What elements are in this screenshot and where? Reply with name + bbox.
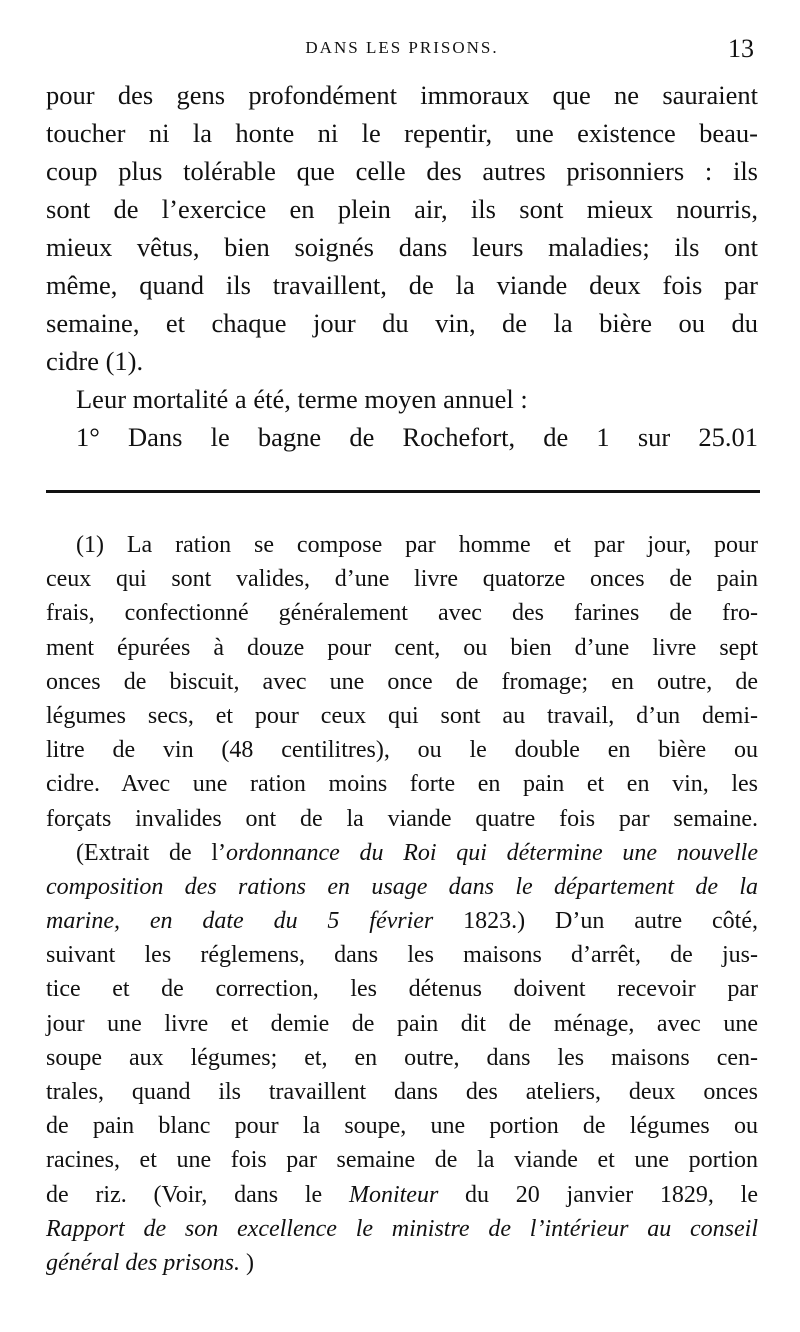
text-line: même, quand ils travaillent, de la viande deux fois par: [46, 270, 758, 300]
footnote-line: onces de biscuit, avec une once de fromage; en outre, de: [46, 668, 758, 695]
footnote-line: [46, 904, 758, 938]
footnote-line: de pain blanc pour la soupe, une portion de légumes ou: [46, 1113, 758, 1140]
text-line: coup plus tolérable que celle des autres prisonniers : ils: [46, 156, 758, 186]
page-number: 13: [728, 34, 754, 63]
footnote-rule: [46, 490, 760, 493]
footnote-italic-text: général des prisons.: [46, 1249, 240, 1276]
footnote-text: 1823.) D’un autre côté,: [433, 908, 759, 935]
footnote-line: [46, 836, 758, 870]
footnote-line: soupe aux légumes; et, en outre, dans les maisons cen-: [46, 1044, 758, 1071]
footnote: [46, 528, 758, 1280]
text-line: toucher ni la honte ni le repentir, une existence beau-: [46, 118, 758, 148]
footnote-line: Rapport de son excellence le ministre de l’intérieur au conseil: [46, 1215, 758, 1242]
footnote-text: (Extrait de l’: [76, 839, 227, 866]
footnote-text: ): [246, 1249, 254, 1276]
footnote-line: composition des rations en usage dans le département de la: [46, 873, 758, 900]
footnote-line: litre de vin (48 centilitres), ou le double en bière ou: [46, 737, 758, 764]
footnote-line: ceux qui sont valides, d’une livre quatorze onces de pain: [46, 566, 758, 593]
footnote-italic-text: marine, en date du 5 février: [46, 908, 434, 935]
text-line: mieux vêtus, bien soignés dans leurs maladies; ils ont: [46, 232, 758, 262]
text-line: cidre (1).: [46, 346, 144, 376]
footnote-line: suivant les réglemens, dans les maisons d’arrêt, de jus-: [46, 942, 758, 969]
text-line: pour des gens profondément immoraux que ne sauraient: [46, 80, 758, 110]
footnote-line: (1) La ration se compose par homme et par jour, pour: [76, 532, 758, 558]
running-title: DANS LES PRISONS.: [305, 38, 499, 57]
footnote-line: [46, 1178, 758, 1212]
page-header: [46, 34, 758, 64]
footnote-text: du 20 janvier 1829, le: [438, 1181, 758, 1208]
footnote-line: forçats invalides ont de la viande quatre fois par semaine.: [46, 805, 758, 832]
footnote-line: ment épurées à douze pour cent, ou bien d’une livre sept: [46, 634, 758, 661]
footnote-line: frais, confectionné généralement avec des farines de fro-: [46, 600, 758, 627]
text-line: sont de l’exercice en plein air, ils sont mieux nourris,: [46, 194, 758, 224]
main-text: [46, 76, 758, 456]
text-line: Leur mortalité a été, terme moyen annuel :: [76, 384, 528, 414]
footnote-line: jour une livre et demie de pain dit de ménage, avec une: [46, 1010, 758, 1037]
footnote-line: racines, et une fois par semaine de la viande et une portion: [46, 1147, 758, 1174]
footnote-italic-text: ordonnance du Roi qui détermine une nouvelle: [226, 839, 758, 866]
footnote-line: tice et de correction, les détenus doivent recevoir par: [46, 976, 758, 1003]
text-line: 1° Dans le bagne de Rochefort, de 1 sur 25.01: [76, 422, 758, 452]
footnote-line: légumes secs, et pour ceux qui sont au travail, d’un demi-: [46, 702, 758, 729]
footnote-line: trales, quand ils travaillent dans des ateliers, deux onces: [46, 1079, 758, 1105]
footnote-line: [46, 1246, 758, 1280]
footnote-italic-text: Moniteur: [348, 1181, 439, 1208]
footnote-line: cidre. Avec une ration moins forte en pain et en vin, les: [46, 771, 758, 798]
footnote-text: de riz. (Voir, dans le: [46, 1181, 349, 1208]
text-line: semaine, et chaque jour du vin, de la bière ou du: [46, 308, 758, 338]
